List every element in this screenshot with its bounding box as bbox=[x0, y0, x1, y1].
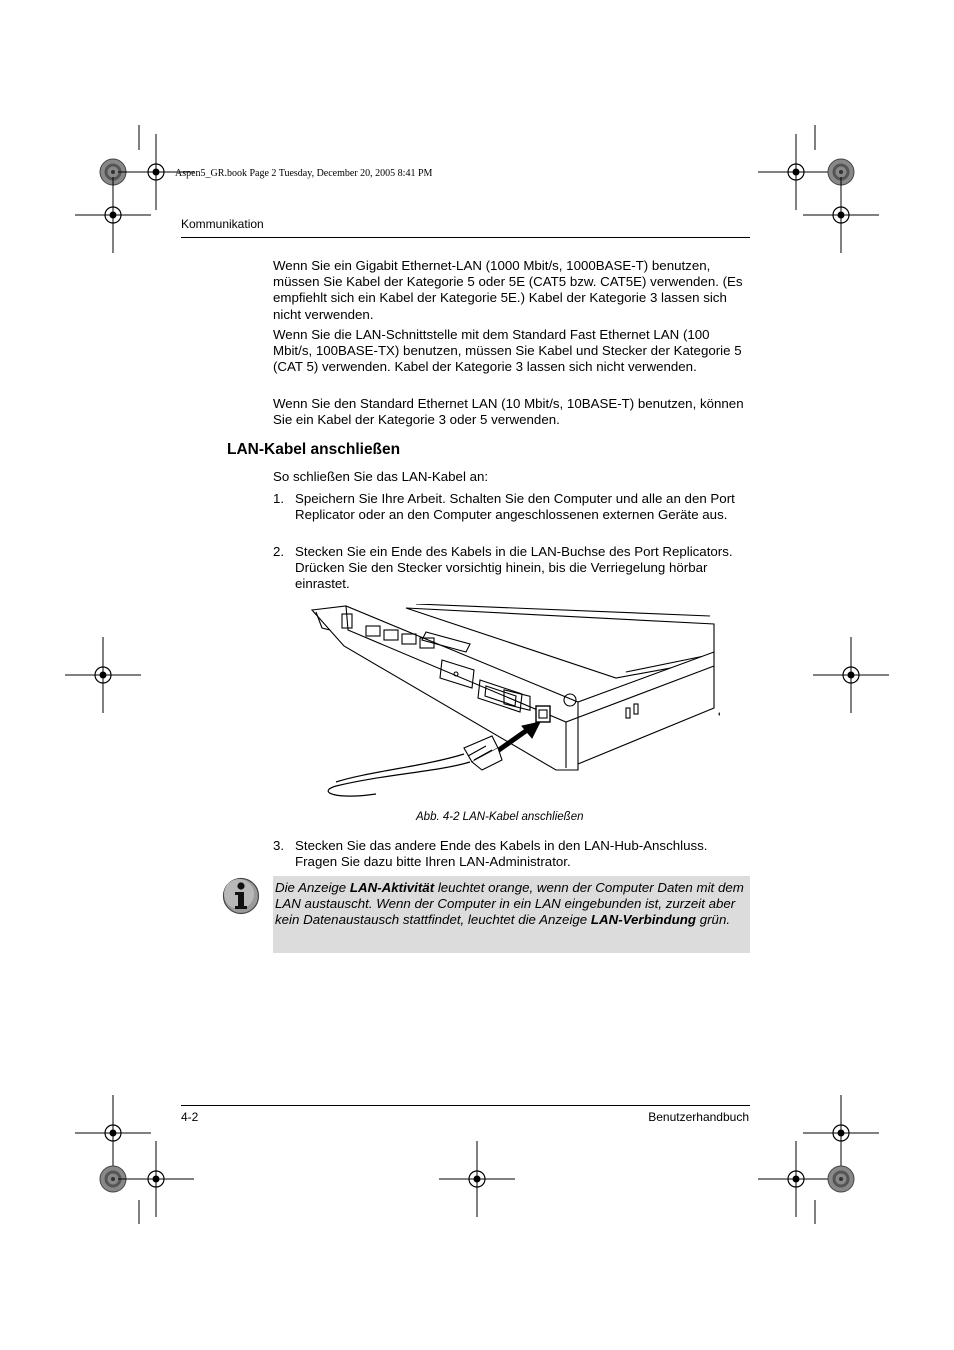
step-2 bbox=[273, 544, 751, 594]
note-text-part: leuchtet orange, wenn der Computer Daten mit dem LAN austauscht. Wenn der Computer in ein LAN eingebunden ist, zurzeit aber kein Datenaustausch stattfindet, leuchtet die Anzeige bbox=[275, 880, 744, 928]
step-text: Speichern Sie Ihre Arbeit. Schalten Sie den Computer und alle an den Port Replicator oder an den Computer angeschlossenen externen Geräte aus. bbox=[295, 491, 735, 523]
section-lead: So schließen Sie das LAN-Kabel an: bbox=[273, 469, 489, 484]
step-1 bbox=[273, 491, 751, 541]
intro-paragraph-1: Wenn Sie ein Gigabit Ethernet-LAN (1000 Mbit/s, 1000BASE-T) benutzen, müssen Sie Kabel der Kategorie 5 oder 5E (CAT5 bzw. CAT5E) verwenden. (Es empfiehlt sich ein Kabel der Kategorie 5E.) Kabel der Kategorie 3 lassen sich nicht verwenden. bbox=[273, 258, 743, 322]
figure-caption: Abb. 4-2 LAN-Kabel anschließen bbox=[416, 811, 584, 823]
page-number: 4-2 bbox=[181, 1110, 199, 1124]
footer-rule bbox=[181, 1105, 750, 1106]
section-heading: LAN-Kabel anschließen bbox=[227, 441, 401, 458]
intro-paragraph-3: Wenn Sie den Standard Ethernet LAN (10 Mbit/s, 10BASE-T) benutzen, können Sie ein Kabel der Kategorie 3 oder 5 verwenden. bbox=[273, 396, 744, 428]
step-3 bbox=[273, 838, 751, 872]
running-header: Kommunikation bbox=[181, 217, 264, 231]
intro-paragraph-2: Wenn Sie die LAN-Schnittstelle mit dem Standard Fast Ethernet LAN (100 Mbit/s, 100BASE-TX) benutzen, müssen Sie Kabel und Stecker der Kategorie 5 (CAT 5) verwenden. Kabel der Kategorie 3 lassen sich nicht verwenden. bbox=[273, 327, 742, 375]
info-note-box bbox=[273, 876, 750, 953]
print-slug: Aspen5_GR.book Page 2 Tuesday, December 20, 2005 8:41 PM bbox=[175, 168, 433, 179]
header-rule bbox=[181, 237, 750, 238]
step-number: 3. bbox=[273, 838, 285, 853]
step-number: 2. bbox=[273, 544, 285, 559]
step-text: Stecken Sie das andere Ende des Kabels in den LAN-Hub-Anschluss. Fragen Sie dazu bitte Ihren LAN-Administrator. bbox=[295, 838, 708, 870]
info-note-text bbox=[275, 880, 749, 929]
step-text: Stecken Sie ein Ende des Kabels in die LAN-Buchse des Port Replicators. Drücken Sie den Stecker vorsichtig hinein, bis die Verriegelung hörbar einrastet. bbox=[295, 544, 733, 592]
book-title: Benutzerhandbuch bbox=[648, 1110, 749, 1124]
note-text-part: Die Anzeige bbox=[275, 880, 350, 895]
lan-cable-illustration bbox=[296, 604, 720, 806]
note-text-part: grün. bbox=[696, 912, 731, 928]
note-emphasis-lan-verbindung: LAN-Verbindung bbox=[590, 912, 697, 928]
note-emphasis-lan-aktivitaet: LAN-Aktivität bbox=[349, 880, 435, 895]
step-number: 1. bbox=[273, 491, 285, 506]
info-icon bbox=[222, 877, 260, 915]
